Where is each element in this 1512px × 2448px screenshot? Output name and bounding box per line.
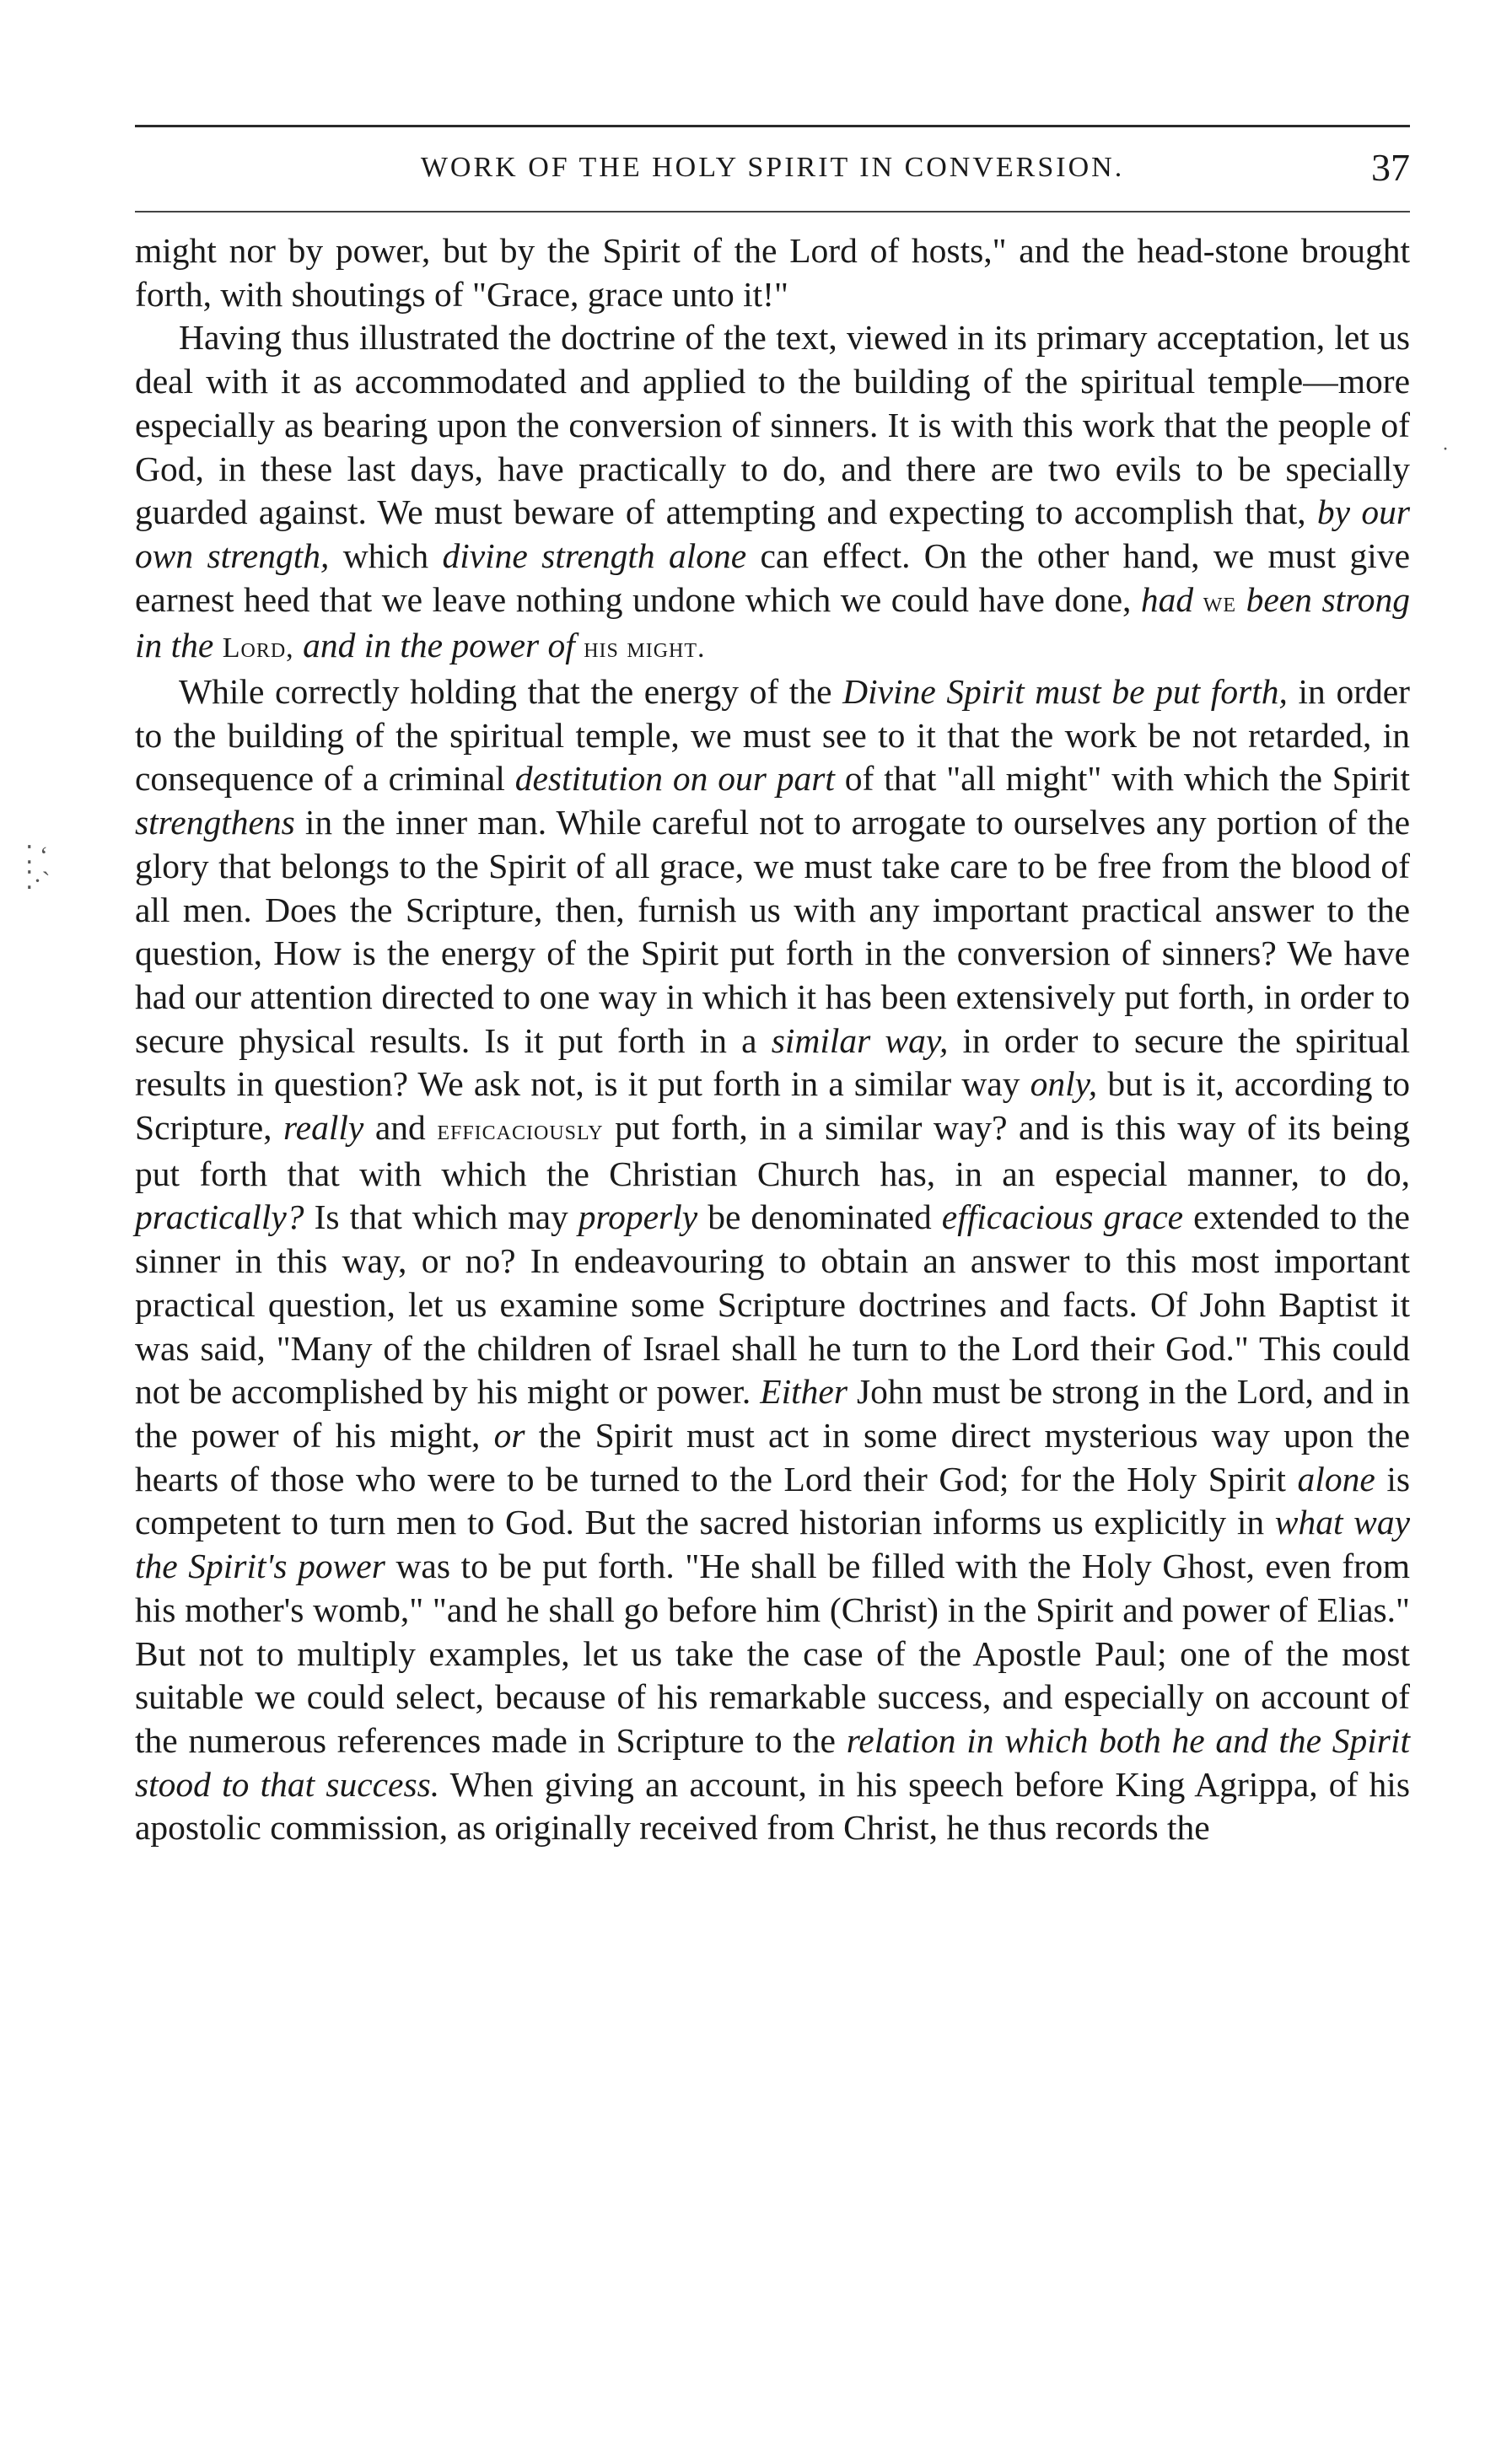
italic-span: what way the Spirit's power bbox=[135, 1503, 1410, 1586]
italic-span: efficacious grace bbox=[941, 1197, 1184, 1237]
paragraph-2 bbox=[135, 316, 1410, 670]
italic-span: practically? bbox=[135, 1197, 304, 1237]
text-span: in order to the building of the spiritual temple, we must see to it that the work be not retarded, in consequence of a criminal bbox=[135, 672, 1411, 799]
text-span: but is it, according to Scripture, bbox=[135, 1064, 1410, 1148]
paragraph-3 bbox=[135, 670, 1410, 1850]
italic-span: Divine Spirit must be put forth, bbox=[842, 672, 1288, 712]
italic-span: been strong in the bbox=[135, 579, 1410, 665]
running-head bbox=[135, 145, 1410, 196]
small-caps-span: efficaciously bbox=[437, 1115, 604, 1147]
margin-dot: · bbox=[1442, 438, 1449, 460]
text-span: is competent to turn men to God. But the sacred historian informs us explicitly in bbox=[135, 1459, 1410, 1542]
italic-span: and in the power of bbox=[303, 626, 575, 665]
header-rule-top bbox=[135, 125, 1410, 127]
italic-span: only, bbox=[1030, 1064, 1098, 1104]
italic-span: similar way, bbox=[771, 1020, 949, 1060]
text-span: and bbox=[363, 1108, 438, 1148]
text-span: extended to the sinner in this way, or no? In endeavouring to obtain an answer to this most important practical question, let us examine some Scripture doctrines and facts. Of John Baptist it was said, "Many of the children of Israel shall he turn to the Lord their God." This could not be accomplished by his might or power. bbox=[135, 1197, 1410, 1412]
italic-span: relation in which both he and the Spirit stood to that success. bbox=[135, 1720, 1411, 1804]
text-span: put forth, in a similar way? and is this way of its being put forth that with which the Christian Church has, in an especial manner, to do, bbox=[135, 1108, 1410, 1193]
text-span: When giving an account, in his speech before King Agrippa, of his apostolic commission, as originally received from Christ, he thus records the bbox=[135, 1764, 1410, 1848]
text-span: which bbox=[329, 535, 443, 575]
page-number: 37 bbox=[1371, 146, 1410, 189]
paragraph-1 bbox=[135, 229, 1410, 316]
italic-span: really bbox=[283, 1108, 364, 1148]
header-rule-bottom bbox=[135, 211, 1410, 213]
italic-span: Either bbox=[760, 1372, 847, 1412]
italic-span: alone bbox=[1297, 1459, 1375, 1498]
text-span: John must be strong in the Lord, and in the power of his might, bbox=[135, 1372, 1410, 1455]
body-text bbox=[135, 229, 1410, 1850]
text-span: the Spirit must act in some direct mysterious way upon the hearts of those who were to be turned to the Lord their God; for the Holy Spirit bbox=[135, 1415, 1411, 1498]
text-span: While correctly holding that the energy of the bbox=[179, 672, 843, 712]
text-span: be denominated bbox=[697, 1197, 942, 1237]
text-span: in order to secure the spiritual results in question? We ask not, is it put forth in a similar way bbox=[135, 1020, 1411, 1104]
small-caps-span: we bbox=[1203, 586, 1237, 618]
text-span: in the inner man. While careful not to arrogate to ourselves any portion of the glory that belongs to the Spirit of all grace, we must take care to be free from the blood of all men. Does the Scripture, then, furnish us with any important practical answer to the question, How is the energy of the Spirit put forth in the conversion of sinners? We have had our attention directed to one way in which it has been extensively put forth, in order to secure physical results. Is it put forth in a bbox=[135, 803, 1410, 1060]
small-caps-span: Lord, bbox=[222, 632, 294, 664]
italic-span: strengthens bbox=[135, 803, 295, 842]
text-span: can effect. On the other hand, we must give earnest heed that we leave nothing undone which we could have done, bbox=[135, 535, 1411, 619]
italic-span: had bbox=[1140, 579, 1194, 619]
running-title: WORK OF THE HOLY SPIRIT IN CONVERSION. bbox=[420, 152, 1125, 183]
text-span: of that "all might" with which the Spirit bbox=[834, 759, 1410, 799]
text-span: Is that which may bbox=[304, 1197, 578, 1237]
text-span: might nor by power, but by the Spirit of the Lord of hosts," and the head-stone brought forth, with shoutings of "Grace, grace unto it!" bbox=[135, 231, 1410, 314]
italic-span: destitution on our part bbox=[514, 759, 835, 799]
italic-span: properly bbox=[578, 1197, 698, 1237]
italic-span: or bbox=[493, 1415, 525, 1455]
small-caps-span: his might. bbox=[584, 632, 706, 664]
italic-span: divine strength alone bbox=[442, 535, 747, 575]
italic-span: by our own strength, bbox=[135, 492, 1411, 575]
text-span: was to be put forth. "He shall be filled with the Holy Ghost, even from his mother's womb," "and he shall go before him (Christ) in the Spirit and power of Elias." But not to multiply examples, let us take the case of the Apostle Paul; one of the most suitable we could select, because of his remarkable success, and especially on account of the numerous references made in Scripture to the bbox=[135, 1547, 1411, 1760]
text-span: Having thus illustrated the doctrine of the text, viewed in its primary acceptation, let us deal with it as accommodated and applied to the building of the spiritual temple—more especially as bearing upon the conversion of sinners. It is with this work that the people of God, in these last days, have practically to do, and there are two evils to be specially guarded against. We must beware of attempting and expecting to accomplish that, bbox=[135, 318, 1410, 532]
margin-marks: ⁚ ‘ ⁚·` bbox=[25, 842, 51, 895]
